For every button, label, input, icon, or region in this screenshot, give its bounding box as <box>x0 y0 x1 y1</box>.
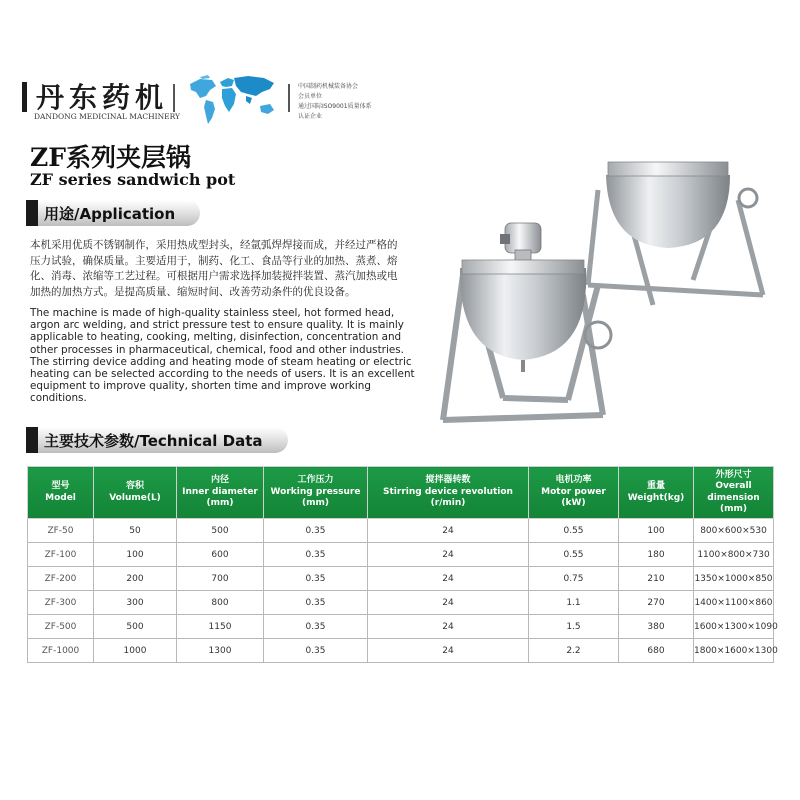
header-overall-dimension: 外形尺寸 Overall dimension (mm) <box>694 467 774 519</box>
brand-bar <box>22 82 27 112</box>
cell-motor-power: 0.55 <box>529 543 619 567</box>
cell-model: ZF-200 <box>28 567 94 591</box>
cell-model: ZF-500 <box>28 615 94 639</box>
cert-line: 认证企业 <box>298 113 323 120</box>
cell-motor-power: 1.1 <box>529 591 619 615</box>
cell-overall-dimension: 1600×1300×1090 <box>694 615 774 639</box>
cell-stirring-revolution: 24 <box>368 567 529 591</box>
table-row <box>28 519 774 543</box>
application-section-label: 用途/Application <box>44 205 176 223</box>
cell-volume: 500 <box>94 615 177 639</box>
table-row <box>28 543 774 567</box>
cell-stirring-revolution: 24 <box>368 615 529 639</box>
cell-overall-dimension: 1100×800×730 <box>694 543 774 567</box>
cell-weight: 270 <box>619 591 694 615</box>
cell-motor-power: 0.75 <box>529 567 619 591</box>
cell-weight: 100 <box>619 519 694 543</box>
cell-weight: 680 <box>619 639 694 663</box>
cell-working-pressure: 0.35 <box>264 543 368 567</box>
table-row <box>28 591 774 615</box>
cell-working-pressure: 0.35 <box>264 615 368 639</box>
cell-overall-dimension: 800×600×530 <box>694 519 774 543</box>
header-working-pressure: 工作压力 Working pressure (mm) <box>264 467 368 519</box>
cell-inner-diameter: 1300 <box>177 639 264 663</box>
cell-model: ZF-300 <box>28 591 94 615</box>
brand-name-cn: 丹东药机 <box>36 81 169 114</box>
cell-working-pressure: 0.35 <box>264 567 368 591</box>
cell-weight: 380 <box>619 615 694 639</box>
cell-inner-diameter: 500 <box>177 519 264 543</box>
table-row <box>28 567 774 591</box>
header-volume: 容积 Volume(L) <box>94 467 177 519</box>
table-row <box>28 615 774 639</box>
header-model: 型号 Model <box>28 467 94 519</box>
header-motor-power: 电机功率 Motor power (kW) <box>529 467 619 519</box>
cert-line: 会员单位 <box>298 93 323 100</box>
cell-stirring-revolution: 24 <box>368 591 529 615</box>
cell-stirring-revolution: 24 <box>368 639 529 663</box>
cell-model: ZF-1000 <box>28 639 94 663</box>
cell-inner-diameter: 600 <box>177 543 264 567</box>
cell-stirring-revolution: 24 <box>368 519 529 543</box>
cell-motor-power: 2.2 <box>529 639 619 663</box>
cert-line: 通过国际ISO9001质量体系 <box>298 103 372 110</box>
header-divider <box>288 84 290 112</box>
cell-overall-dimension: 1400×1100×860 <box>694 591 774 615</box>
product-title-cn: ZF系列夹层锅 <box>30 143 191 172</box>
cell-volume: 200 <box>94 567 177 591</box>
header-divider <box>173 84 175 112</box>
description-en: The machine is made of high-quality stainless steel, hot formed head, argon arc welding, and strict pressure test to ensure quality. It is mainly applicable to heating, cooking, melting, disinfection, concentration and other processes in pharmaceutical, chemical, food and other industries. The stirring device adding and heating mode of steam heating or electric heating can be selected according to the needs of users. It is an excellent equipment to improve quality, shorten time and improve working conditions. <box>30 307 415 405</box>
table-row <box>28 639 774 663</box>
cell-stirring-revolution: 24 <box>368 543 529 567</box>
technical-data-section-label: 主要技术参数/Technical Data <box>44 432 263 450</box>
cell-motor-power: 0.55 <box>529 519 619 543</box>
brand-name-en: DANDONG MEDICINAL MACHINERY <box>34 112 181 121</box>
product-title-en: ZF series sandwich pot <box>30 170 236 189</box>
cert-line: 中国制药机械装备协会 <box>298 83 359 90</box>
jacketed-kettle-photo <box>418 150 778 435</box>
cell-inner-diameter: 700 <box>177 567 264 591</box>
cell-working-pressure: 0.35 <box>264 591 368 615</box>
header-weight: 重量 Weight(kg) <box>619 467 694 519</box>
table-header-row <box>28 467 774 519</box>
technical-data-section-banner <box>26 427 288 453</box>
technical-data-table <box>27 466 778 663</box>
cell-volume: 1000 <box>94 639 177 663</box>
header-stirring-revolution: 搅拌器转数 Stirring device revolution (r/min) <box>368 467 529 519</box>
certification-text <box>298 82 372 122</box>
cell-weight: 180 <box>619 543 694 567</box>
cell-model: ZF-100 <box>28 543 94 567</box>
cell-volume: 100 <box>94 543 177 567</box>
cell-working-pressure: 0.35 <box>264 639 368 663</box>
header-inner-diameter: 内径 Inner diameter (mm) <box>177 467 264 519</box>
cell-inner-diameter: 800 <box>177 591 264 615</box>
cell-motor-power: 1.5 <box>529 615 619 639</box>
cell-inner-diameter: 1150 <box>177 615 264 639</box>
cell-volume: 300 <box>94 591 177 615</box>
cell-overall-dimension: 1350×1000×850 <box>694 567 774 591</box>
cell-working-pressure: 0.35 <box>264 519 368 543</box>
cell-weight: 210 <box>619 567 694 591</box>
application-section-banner <box>26 200 200 226</box>
cell-overall-dimension: 1800×1600×1300 <box>694 639 774 663</box>
world-map-icon <box>186 74 280 126</box>
cell-model: ZF-50 <box>28 519 94 543</box>
description-cn: 本机采用优质不锈钢制作，采用热成型封头，经氩弧焊焊接而成，并经过严格的压力试验，确保质量。主要适用于，制药、化工、食品等行业的加热、蒸煮、熔化、消毒、浓缩等工艺过程。可根据用户需求选择加装搅拌装置、蒸汽加热或电加热的加热方式。是提高质量、缩短时间、改善劳动条件的优良设备。 <box>30 239 398 298</box>
cell-volume: 50 <box>94 519 177 543</box>
